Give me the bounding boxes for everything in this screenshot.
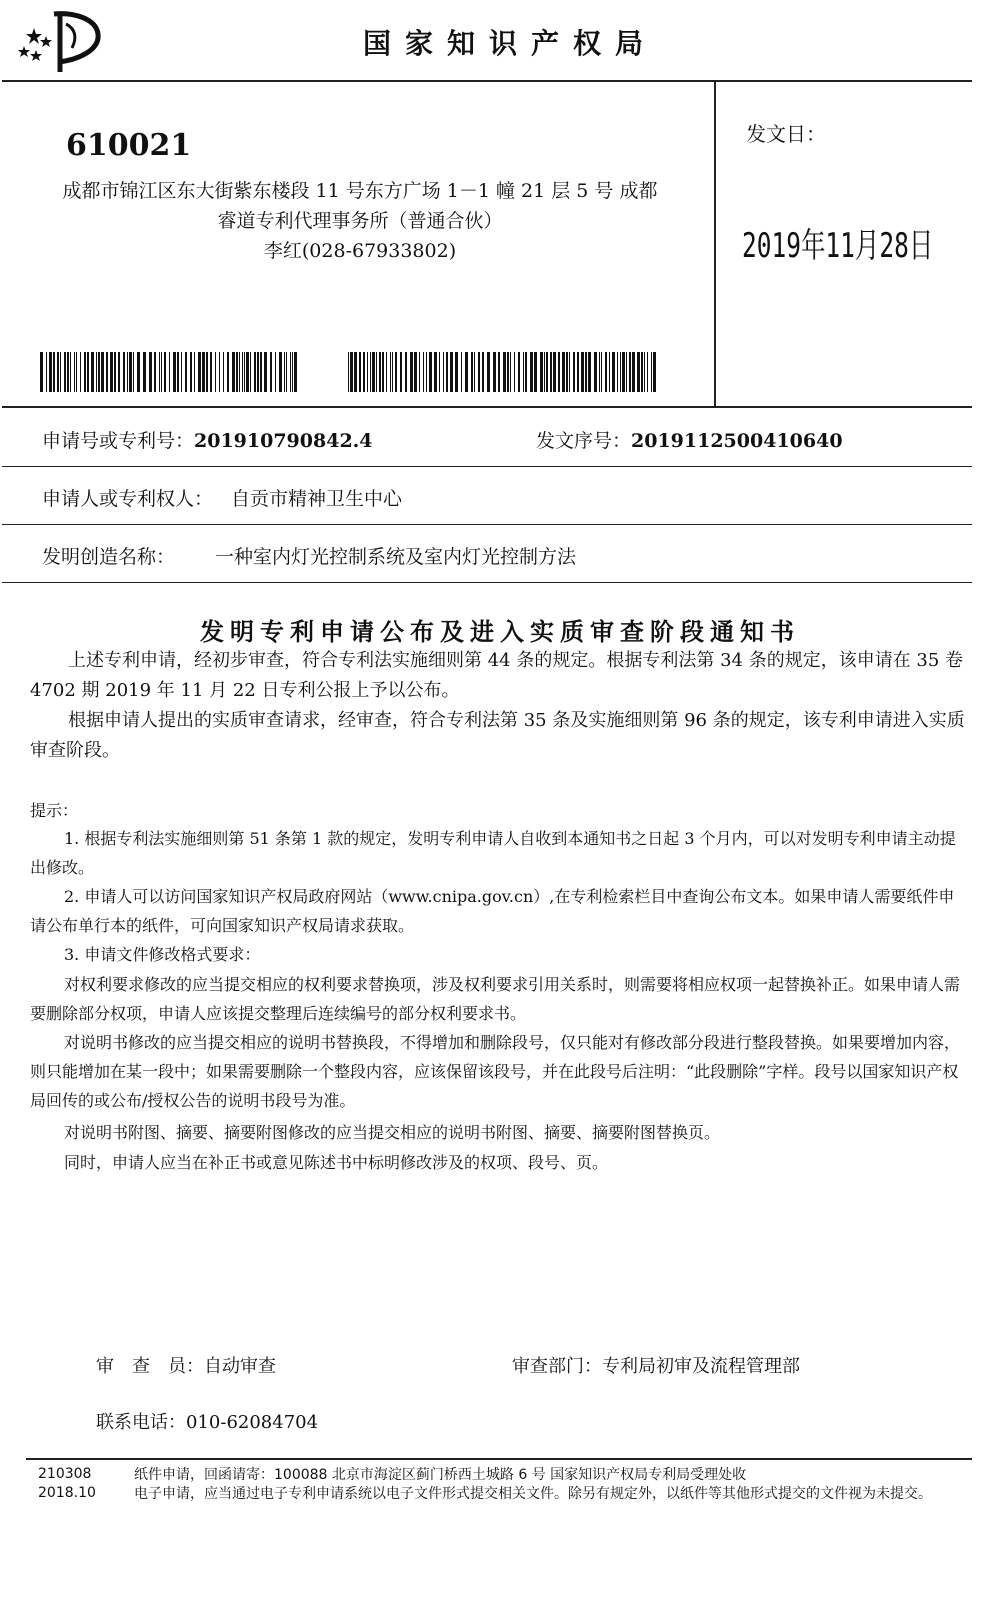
- barcode-bar: [641, 352, 643, 392]
- barcode-bar: [123, 352, 125, 392]
- barcode-bar: [133, 352, 134, 392]
- barcode-bar: [544, 352, 545, 392]
- notice-paragraph-1: 上述专利申请，经初步审查，符合专利法实施细则第 44 条的规定。根据专利法第 34 条的规定，该申请在 35 卷 4702 期 2019 年 11 月 22 日专利公报上予以公布。: [30, 650, 964, 701]
- barcode-bar: [510, 352, 511, 392]
- barcode-bar: [246, 352, 249, 392]
- barcode-bar: [372, 352, 375, 392]
- barcode-bar: [114, 352, 116, 392]
- serial-number-row: [536, 426, 843, 453]
- dispatch-date-label: 发文日：: [746, 122, 826, 146]
- field-rule-3: [2, 582, 972, 583]
- header-divider: [2, 80, 972, 82]
- tip-3-description: 对说明书修改的应当提交相应的说明书替换段，不得增加和删除段号，仅只能对有修改部分段进行整段替换。如果要增加内容，则只能增加在某一段中；如果需要删除一个整段内容，应该保留该段号，并在此段号后注明：“此段删除”字样。段号以国家知识产权局回传的或公布/授权公告的说明书段号为准。: [30, 1033, 961, 1110]
- barcode-bar: [149, 352, 152, 392]
- barcode-bar: [49, 352, 52, 392]
- barcode-bar: [227, 352, 229, 392]
- barcode-bar: [87, 352, 89, 392]
- field-rule-1: [2, 466, 972, 467]
- barcode-bar: [647, 352, 648, 392]
- barcode-bar: [478, 352, 480, 392]
- barcode-bar: [215, 352, 216, 392]
- barcode-bar: [609, 352, 610, 392]
- barcode-bar: [242, 352, 243, 392]
- barcode-bar: [194, 352, 195, 392]
- barcode-bar: [250, 352, 251, 392]
- barcode-bar: [376, 352, 377, 392]
- barcode-bar: [164, 352, 166, 392]
- barcode-bar: [64, 352, 66, 392]
- barcode-bar: [260, 352, 262, 392]
- barcode-bar: [455, 352, 458, 392]
- barcode-bar: [106, 352, 108, 392]
- tip-1: 1. 根据专利法实施细则第 51 条第 1 款的规定，发明专利申请人自收到本通知书之日起 3 个月内，可以对发明专利申请主动提出修改。: [30, 829, 956, 877]
- barcode-bar: [546, 352, 548, 392]
- barcode-bar: [236, 352, 238, 392]
- barcode-bar: [190, 352, 192, 392]
- tip-3-claims: 对权利要求修改的应当提交相应的权利要求替换项，涉及权利要求引用关系时，则需要将相应权项一起替换补正。如果申请人需要删除部分权项，申请人应该提交整理后连续编号的部分权利要求书。: [30, 975, 961, 1023]
- barcode-bar: [363, 352, 365, 392]
- barcode-bar: [558, 352, 560, 392]
- applicant-label: 申请人或专利权人：: [42, 488, 214, 510]
- barcode-bar: [370, 352, 371, 392]
- barcode-bar: [423, 352, 424, 392]
- barcode-bar: [507, 352, 509, 392]
- barcode-bar: [482, 352, 484, 392]
- paper-filing-note: 纸件申请，回函请寄：100088 北京市海淀区蓟门桥西土城路 6 号 国家知识产权局专利局受理处收: [134, 1467, 747, 1483]
- field-rule-2: [2, 524, 972, 525]
- barcode-bar: [629, 352, 631, 392]
- barcode-bar: [644, 352, 645, 392]
- address-line-3: 李红(028-67933802): [263, 240, 457, 262]
- barcode-bar: [219, 352, 220, 392]
- barcode-bar: [74, 352, 75, 392]
- barcode-bar: [244, 352, 245, 392]
- barcode-bar: [60, 352, 61, 392]
- barcode-bar: [53, 352, 55, 392]
- postcode: 610021: [66, 128, 192, 163]
- barcode-bar: [129, 352, 132, 392]
- barcode-bar: [294, 352, 297, 392]
- applicant-value: 自贡市精神卫生中心: [231, 488, 403, 510]
- barcode-bar: [67, 352, 69, 392]
- barcode-bar: [620, 352, 621, 392]
- barcode-bar: [653, 352, 656, 392]
- barcode-bar: [566, 352, 568, 392]
- form-version: 2018.10: [38, 1485, 96, 1501]
- barcode-bar: [254, 352, 256, 392]
- tip-2: 2. 申请人可以访问国家知识产权局政府网站（www.cnipa.gov.cn）,在专利检索栏目中查询公布文本。如果申请人需要纸件申请公布单行本的纸件，可向国家知识产权局请求获取。: [30, 887, 955, 935]
- tip-3-drawings: 对说明书附图、摘要、摘要附图修改的应当提交相应的说明书附图、摘要、摘要附图替换页。: [64, 1123, 721, 1142]
- examiner: 审 查 员：自动审查: [96, 1356, 276, 1377]
- barcode-bar: [439, 352, 440, 392]
- barcode-bar: [585, 352, 587, 392]
- tip-3-marking: 同时，申请人应当在补正书或意见陈述书中标明修改涉及的权项、段号、页。: [64, 1153, 609, 1172]
- barcode-bar: [232, 352, 235, 392]
- barcode-bar: [525, 352, 527, 392]
- barcode-bar: [169, 352, 170, 392]
- barcode-bar: [354, 352, 357, 392]
- tip-3: 3. 申请文件修改格式要求：: [64, 945, 261, 964]
- barcode-bar: [161, 352, 162, 392]
- footer-rule: [26, 1458, 972, 1460]
- barcode-bar: [386, 352, 387, 392]
- barcode-bar: [143, 352, 146, 392]
- barcode-bar: [395, 352, 397, 392]
- barcode-right: [348, 352, 656, 392]
- barcode-bar: [159, 352, 160, 392]
- barcode-bar: [110, 352, 113, 392]
- barcode-bar: [279, 352, 282, 392]
- invention-value: 一种室内灯光控制系统及室内灯光控制方法: [215, 546, 577, 568]
- barcode-bar: [96, 352, 97, 392]
- barcode-bar: [210, 352, 212, 392]
- barcode-bar: [173, 352, 176, 392]
- barcode-bar: [367, 352, 368, 392]
- barcode-bar: [223, 352, 224, 392]
- barcode-bar: [350, 352, 353, 392]
- barcode-bar: [70, 352, 71, 392]
- application-number-label: 申请号或专利号：: [42, 430, 195, 452]
- barcode-left: [40, 352, 298, 392]
- barcode-bar: [518, 352, 520, 392]
- barcode-bar: [637, 352, 640, 392]
- barcode-bar: [474, 352, 475, 392]
- form-code: 210308: [38, 1466, 92, 1482]
- barcode-bar: [632, 352, 635, 392]
- barcode-bar: [434, 352, 437, 392]
- barcode-bar: [257, 352, 259, 392]
- barcode-bar: [292, 352, 293, 392]
- barcode-bar: [612, 352, 615, 392]
- barcode-bar: [405, 352, 407, 392]
- barcode-bar: [80, 352, 81, 392]
- barcode-bar: [290, 352, 291, 392]
- barcode-bar: [443, 352, 444, 392]
- barcode-bar: [581, 352, 584, 392]
- barcode-bar: [573, 352, 575, 392]
- barcode-bar: [550, 352, 552, 392]
- invention-label: 发明创造名称：: [42, 546, 176, 568]
- barcode-bar: [359, 352, 361, 392]
- barcode-bar: [429, 352, 432, 392]
- barcode-bar: [91, 352, 94, 392]
- barcode-bar: [76, 352, 77, 392]
- office-name: 国家知识产权局: [362, 27, 657, 60]
- barcode-bar: [588, 352, 591, 392]
- address-line-2: 睿道专利代理事务所（普通合伙）: [217, 210, 503, 232]
- barcode-bar: [275, 352, 276, 392]
- barcode-bar: [577, 352, 579, 392]
- barcode-bar: [46, 352, 47, 392]
- notice-paragraph-2: 根据申请人提出的实质审查请求，经审查，符合专利法第 35 条及实施细则第 96 条的规定，该专利申请进入实质审查阶段。: [30, 710, 965, 761]
- barcode-bar: [534, 352, 537, 392]
- address-line-1: 成都市锦江区东大街紫东楼段 11 号东方广场 1－1 幢 21 层 5 号 成都: [62, 180, 658, 202]
- barcode-bar: [400, 352, 402, 392]
- examination-department: 审查部门：专利局初审及流程管理部: [512, 1356, 800, 1377]
- barcode-bar: [348, 352, 349, 392]
- serial-number-value: 2019112500410640: [631, 430, 843, 452]
- applicant-row: [42, 484, 402, 511]
- barcode-bar: [471, 352, 473, 392]
- barcode-bar: [419, 352, 420, 392]
- notice-title: 发明专利申请公布及进入实质审查阶段通知书: [200, 618, 800, 646]
- barcode-bar: [392, 352, 393, 392]
- barcode-bar: [651, 352, 652, 392]
- barcode-bar: [503, 352, 506, 392]
- barcode-bar: [202, 352, 205, 392]
- barcode-bar: [410, 352, 413, 392]
- barcode-bar: [461, 352, 462, 392]
- barcode-bar: [84, 352, 86, 392]
- barcode-bar: [540, 352, 543, 392]
- barcode-bar: [426, 352, 427, 392]
- barcode-bar: [414, 352, 417, 392]
- barcode-bar: [181, 352, 182, 392]
- barcode-bar: [514, 352, 515, 392]
- barcode-bar: [446, 352, 448, 392]
- barcode-bar: [626, 352, 627, 392]
- barcode-bar: [284, 352, 285, 392]
- barcode-bar: [177, 352, 179, 392]
- barcode-bar: [594, 352, 597, 392]
- contact-phone: 联系电话：010-62084704: [96, 1412, 319, 1433]
- barcode-bar: [57, 352, 59, 392]
- invention-row: [42, 542, 576, 569]
- application-number-value: 201910790842.4: [194, 430, 373, 452]
- barcode-bar: [498, 352, 500, 392]
- address-box-vertical-divider: [714, 82, 716, 406]
- barcode-bar: [523, 352, 524, 392]
- barcode-bar: [118, 352, 120, 392]
- application-number-row: [42, 426, 373, 453]
- barcode-bar: [617, 352, 618, 392]
- electronic-filing-note: 电子申请，应当通过电子专利申请系统以电子文件形式提交相关文件。除另有规定外，以纸件等其他形式提交的文件视为未提交。: [134, 1486, 932, 1502]
- barcode-bar: [98, 352, 100, 392]
- barcode-bar: [264, 352, 267, 392]
- barcode-bar: [239, 352, 240, 392]
- serial-number-label: 发文序号：: [536, 430, 632, 452]
- barcode-bar: [137, 352, 140, 392]
- barcode-bar: [465, 352, 468, 392]
- barcode-bar: [569, 352, 570, 392]
- barcode-bar: [622, 352, 625, 392]
- barcode-bar: [154, 352, 156, 392]
- barcode-bar: [530, 352, 533, 392]
- barcode-bar: [40, 352, 43, 392]
- barcode-bar: [286, 352, 287, 392]
- barcode-bar: [450, 352, 453, 392]
- barcode-bar: [493, 352, 496, 392]
- barcode-bar: [206, 352, 208, 392]
- barcode-bar: [379, 352, 381, 392]
- dispatch-date: 2019年11月28日: [742, 226, 934, 266]
- barcode-bar: [553, 352, 556, 392]
- barcode-bar: [382, 352, 384, 392]
- barcode-bar: [599, 352, 600, 392]
- barcode-bar: [270, 352, 272, 392]
- cnipa-logo-icon: [12, 6, 102, 76]
- barcode-bar: [127, 352, 128, 392]
- barcode-bar: [185, 352, 187, 392]
- barcode-bar: [605, 352, 607, 392]
- barcode-bar: [562, 352, 565, 392]
- barcode-bar: [487, 352, 490, 392]
- barcode-bar: [101, 352, 104, 392]
- tips-heading: 提示：: [30, 801, 79, 820]
- barcode-bar: [390, 352, 391, 392]
- address-box-bottom-rule: [2, 406, 972, 408]
- barcode-bar: [601, 352, 602, 392]
- barcode-bar: [198, 352, 201, 392]
